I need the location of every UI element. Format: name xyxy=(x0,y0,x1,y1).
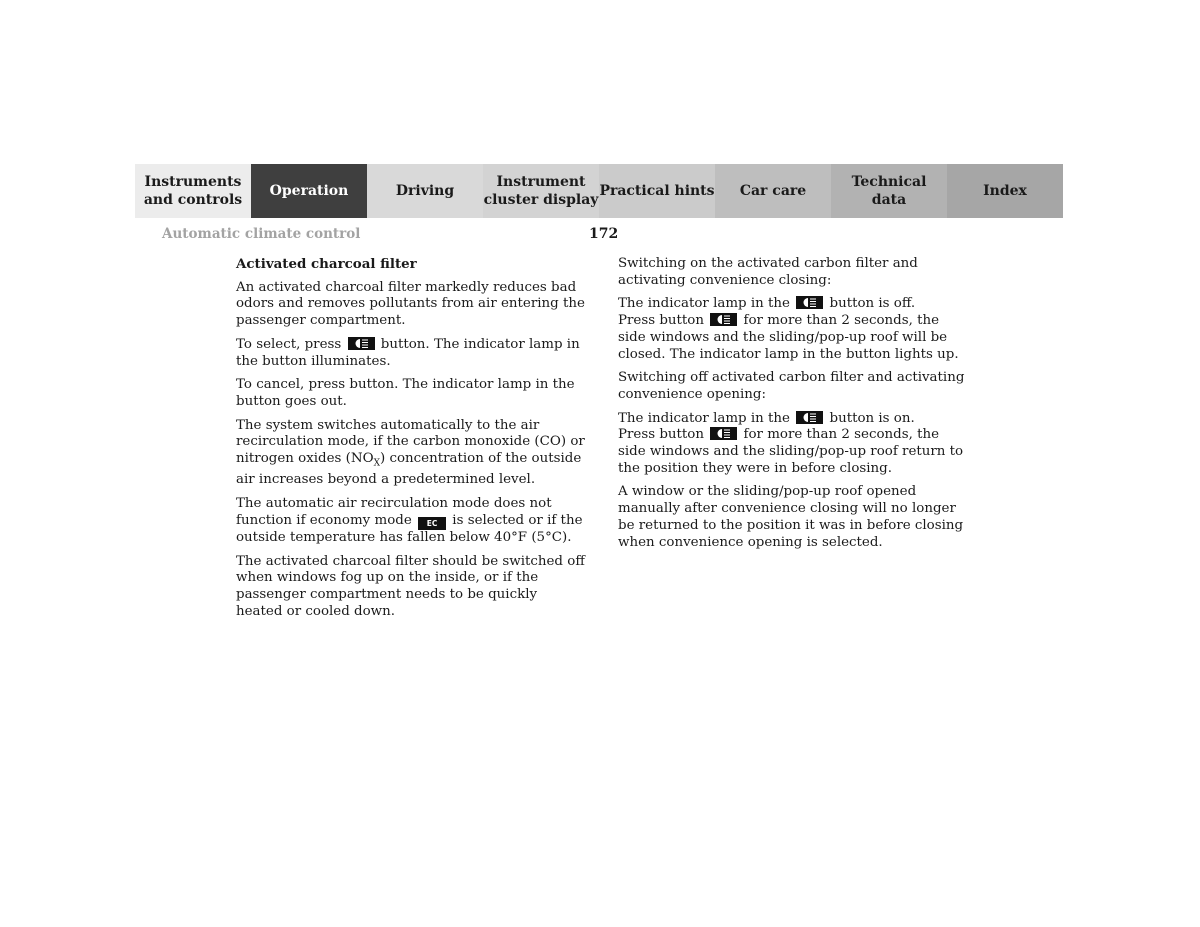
tab-label: Car care xyxy=(739,183,807,199)
tab-index[interactable] xyxy=(947,164,1063,218)
charcoal-filter-button-icon xyxy=(348,337,375,350)
chapter-tabs xyxy=(135,164,1065,218)
tab-label: Index xyxy=(983,183,1027,199)
paragraph: The indicator lamp in the button is on. Press button for more than 2 seconds, the side windows and the sliding/pop-up roof return to the position they were in before closing. xyxy=(618,410,964,476)
tab-label: Driving xyxy=(395,183,455,199)
tab-instruments-and-controls[interactable] xyxy=(135,164,251,218)
tab-practical-hints[interactable] xyxy=(599,164,715,218)
tab-car-care[interactable] xyxy=(715,164,831,218)
paragraph: Switching off activated carbon filter and activating convenience opening: xyxy=(618,370,965,402)
paragraph: A window or the sliding/pop-up roof opened manually after convenience closing will no longer be returned to the position it was in before closing when convenience opening is selected. xyxy=(618,484,964,550)
charcoal-filter-button-icon xyxy=(796,411,823,424)
section-title: Automatic climate control xyxy=(162,226,361,242)
tab-driving[interactable] xyxy=(367,164,483,218)
paragraph: The system switches automatically to the air recirculation mode, if the carbon monoxide (CO) or nitrogen oxides $(NO_X)$ concentration of the outside air increases beyond a predetermined level. xyxy=(236,417,585,488)
charcoal-filter-button-icon xyxy=(796,296,823,309)
tab-label: Instruments and controls xyxy=(143,174,243,208)
paragraph: To cancel, press button. The indicator lamp in the button goes out. xyxy=(236,377,575,409)
tab-label: Practical hints xyxy=(599,183,715,199)
right-column xyxy=(618,256,968,558)
charcoal-filter-button-icon xyxy=(710,427,737,440)
paragraph: The indicator lamp in the button is off. Press button for more than 2 seconds, the side windows and the sliding/pop-up roof will be closed. The indicator lamp in the button lights up. xyxy=(618,296,959,362)
tab-instrument-cluster-display[interactable] xyxy=(483,164,599,218)
left-column xyxy=(236,256,586,627)
tab-operation[interactable] xyxy=(251,164,367,218)
paragraph: An activated charcoal filter markedly reduces bad odors and removes pollutants from air entering the passenger compartment. xyxy=(236,279,585,329)
tab-label: Operation xyxy=(269,183,349,199)
paragraph: To select, press button. The indicator lamp in the button illuminates. xyxy=(236,336,580,369)
paragraph: The activated charcoal filter should be switched off when windows fog up on the inside, or if the passenger compartment needs to be quickly heated or cooled down. xyxy=(236,553,585,619)
economy-mode-icon: EC xyxy=(418,517,446,530)
charcoal-filter-button-icon xyxy=(710,313,737,326)
page-number: 172 xyxy=(589,226,619,242)
tab-technical-data[interactable] xyxy=(831,164,947,218)
tab-label: Technical data xyxy=(851,174,927,208)
tab-label: Instrument cluster display xyxy=(483,174,599,208)
section-heading: Activated charcoal filter xyxy=(236,256,417,272)
paragraph: Switching on the activated carbon filter and activating convenience closing: xyxy=(618,256,918,288)
paragraph: The automatic air recirculation mode does not function if economy mode EC is selected or if the outside temperature has fallen below 40°F (5°C). xyxy=(236,496,583,545)
